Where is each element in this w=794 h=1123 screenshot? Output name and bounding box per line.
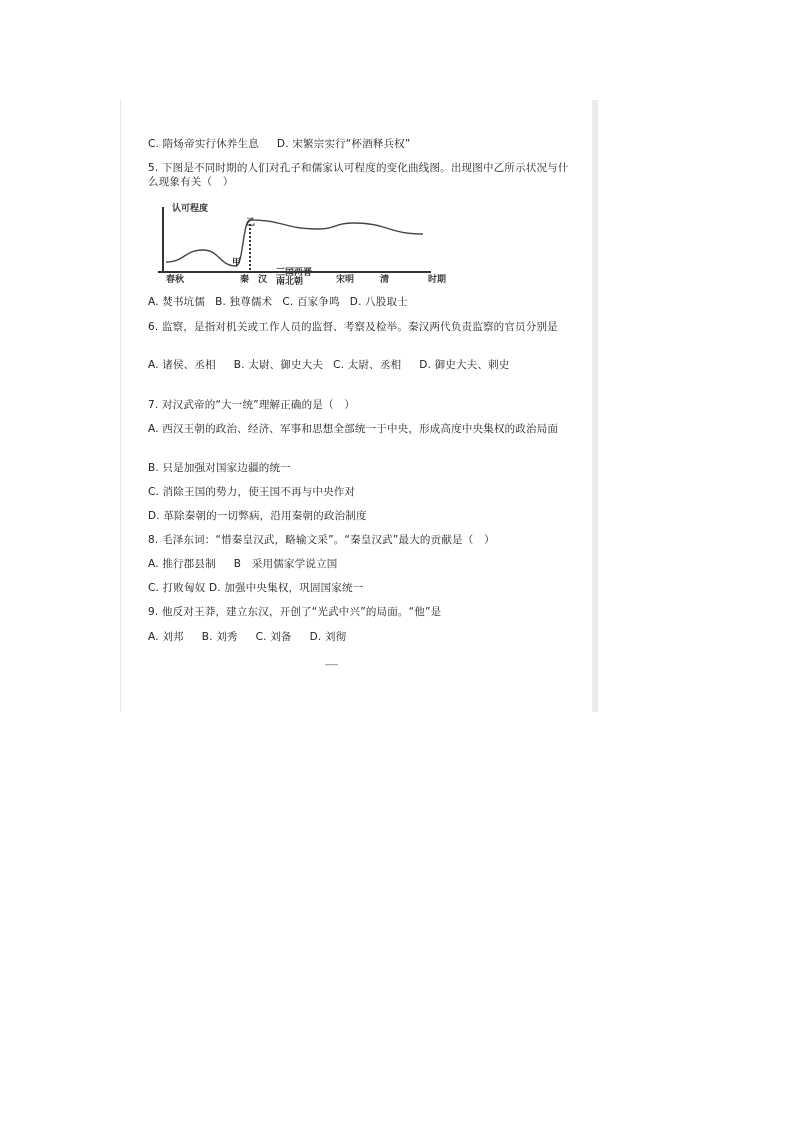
- recognition-curve-chart: [148, 201, 448, 285]
- x-tick-label: 秦 汉: [240, 275, 268, 285]
- q8-option-a: A. 推行郡县制: [148, 558, 216, 570]
- x-tick-group: [166, 266, 389, 285]
- q9-option-b: B. 刘秀: [201, 631, 238, 643]
- x-tick-label: 春秋: [166, 275, 185, 285]
- q8-option-c: C. 打败匈奴: [148, 582, 206, 594]
- q6-option-b: B. 太尉、御史大夫: [233, 359, 324, 371]
- q5-option-a: A. 焚书坑儒: [148, 296, 206, 308]
- q7-stem: 7. 对汉武帝的“大一统”理解正确的是（ ）: [148, 399, 356, 411]
- q7-option-b: B. 只是加强对国家边疆的统一: [148, 462, 291, 474]
- jia-marker-label: 甲: [232, 258, 242, 268]
- x-tick-label: 宋明: [336, 275, 355, 285]
- q7-option-a: A. 西汉王朝的政治、经济、军事和思想全部统一于中央，形成高度中央集权的政治局面: [148, 423, 559, 435]
- y-axis-label: 认可程度: [172, 204, 209, 214]
- q6-option-d: D. 御史大夫、刺史: [419, 359, 510, 371]
- yi-marker-label: 乙: [246, 218, 256, 228]
- x-tick-label: 清: [380, 275, 390, 285]
- q9-options: [148, 630, 573, 644]
- q5-stem: 5. 下图是不同时期的人们对孔子和儒家认可程度的变化曲线图。出现图中乙所示状况与什么现象有关（ ）: [148, 162, 569, 188]
- x-axis-label: 时期: [428, 275, 447, 285]
- q4-options-cd: [148, 137, 573, 151]
- q9-option-c: C. 刘备: [255, 631, 292, 643]
- chart-svg: [148, 201, 448, 285]
- q8-option-d: D. 加强中央集权，巩固国家统一: [208, 582, 364, 594]
- q8-option-b: B 采用儒家学说立国: [233, 558, 338, 570]
- q5-option-b: B. 独尊儒术: [215, 296, 273, 308]
- series-line: [166, 220, 423, 266]
- q5-options: [148, 295, 573, 309]
- q4-option-d: D. 宋繁宗实行“杯酒释兵权”: [276, 138, 411, 150]
- q4-option-c: C. 隋炀帝实行休养生息: [148, 138, 259, 150]
- q8-options-ab: [148, 557, 573, 571]
- x-tick-label: 三国两晋: [276, 268, 313, 278]
- q6-option-a: A. 诸侯、丞相: [148, 359, 216, 371]
- q5-option-c: C. 百家争鸣: [282, 296, 340, 308]
- q6-option-c: C. 太尉、丞相: [333, 359, 402, 371]
- q5-option-d: D. 八股取士: [349, 296, 408, 308]
- q9-option-d: D. 刘彻: [309, 631, 347, 643]
- q8-options-cd: [148, 581, 573, 595]
- q6-options: [148, 358, 573, 372]
- q8-stem: 8. 毛泽东词：“惜秦皇汉武，略输文采”。“秦皇汉武”最大的贡献是（ ）: [148, 534, 495, 546]
- q9-option-a: A. 刘邦: [148, 631, 184, 643]
- q9-stem: 9. 他反对王莽，建立东汉，开创了“光武中兴”的局面。“他”是: [148, 606, 442, 618]
- q7-option-d: D. 革除秦朝的一切弊病，沿用秦朝的政治制度: [148, 510, 367, 522]
- page-mark: —: [324, 660, 339, 670]
- q6-stem: 6. 监察，是指对机关或工作人员的监督、考察及检举。秦汉两代负责监察的官员分别是: [148, 321, 558, 333]
- q7-option-c: C. 消除王国的势力，使王国不再与中央作对: [148, 486, 356, 498]
- scanned-page: [120, 100, 598, 712]
- x-tick-label: 南北朝: [276, 277, 304, 285]
